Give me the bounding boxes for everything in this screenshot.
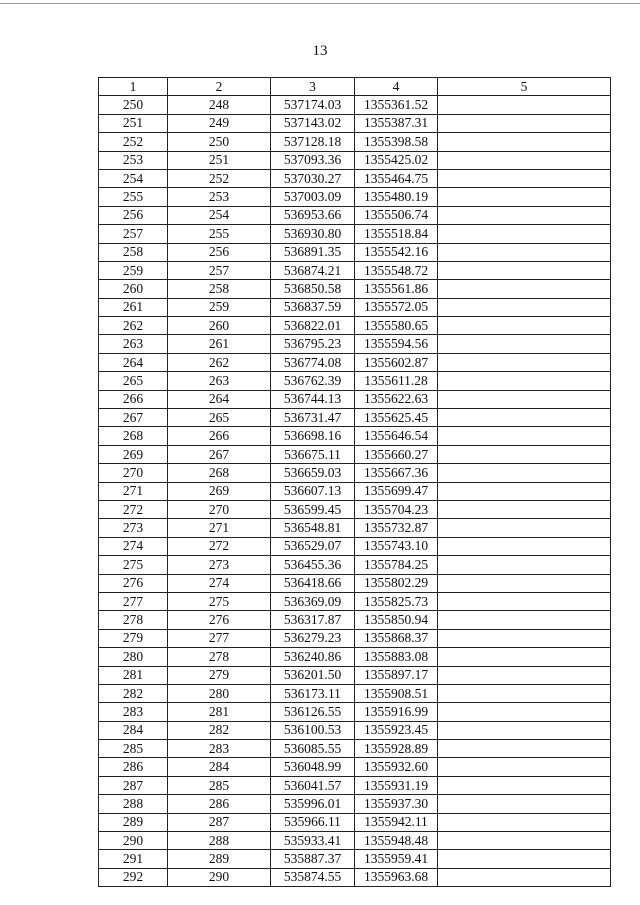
vertex-number-cell: 266	[168, 427, 271, 445]
vertex-number-cell: 259	[168, 298, 271, 316]
y-coordinate-cell: 1355908.51	[355, 684, 438, 702]
note-cell	[438, 464, 611, 482]
y-coordinate-cell: 1355802.29	[355, 574, 438, 592]
table-row	[99, 133, 611, 151]
table-row	[99, 206, 611, 224]
vertex-number-cell: 282	[168, 721, 271, 739]
note-cell	[438, 482, 611, 500]
vertex-number-cell: 284	[168, 758, 271, 776]
y-coordinate-cell: 1355611.28	[355, 372, 438, 390]
table-row	[99, 648, 611, 666]
x-coordinate-cell: 536822.01	[271, 317, 355, 335]
point-number-cell: 262	[99, 317, 168, 335]
y-coordinate-cell: 1355602.87	[355, 353, 438, 371]
y-coordinate-cell: 1355542.16	[355, 243, 438, 261]
point-number-cell: 260	[99, 280, 168, 298]
point-number-cell: 285	[99, 740, 168, 758]
table-row	[99, 482, 611, 500]
note-cell	[438, 850, 611, 868]
table-row	[99, 721, 611, 739]
point-number-cell: 265	[99, 372, 168, 390]
table-row	[99, 409, 611, 427]
y-coordinate-cell: 1355361.52	[355, 96, 438, 114]
vertex-number-cell: 265	[168, 409, 271, 427]
table-row	[99, 335, 611, 353]
point-number-cell: 253	[99, 151, 168, 169]
vertex-number-cell: 276	[168, 611, 271, 629]
table-row	[99, 353, 611, 371]
x-coordinate-cell: 536455.36	[271, 556, 355, 574]
y-coordinate-cell: 1355704.23	[355, 500, 438, 518]
note-cell	[438, 151, 611, 169]
table-row	[99, 537, 611, 555]
x-coordinate-cell: 536850.58	[271, 280, 355, 298]
point-number-cell: 254	[99, 169, 168, 187]
x-coordinate-cell: 536085.55	[271, 740, 355, 758]
x-coordinate-cell: 536041.57	[271, 776, 355, 794]
x-coordinate-cell: 536930.80	[271, 225, 355, 243]
point-number-cell: 269	[99, 445, 168, 463]
x-coordinate-cell: 536279.23	[271, 629, 355, 647]
note-cell	[438, 629, 611, 647]
vertex-number-cell: 290	[168, 868, 271, 886]
note-cell	[438, 225, 611, 243]
x-coordinate-cell: 536731.47	[271, 409, 355, 427]
x-coordinate-cell: 536240.86	[271, 648, 355, 666]
vertex-number-cell: 261	[168, 335, 271, 353]
note-cell	[438, 390, 611, 408]
point-number-cell: 267	[99, 409, 168, 427]
point-number-cell: 279	[99, 629, 168, 647]
table-row	[99, 372, 611, 390]
x-coordinate-cell: 536837.59	[271, 298, 355, 316]
table-row	[99, 776, 611, 794]
table-row	[99, 225, 611, 243]
note-cell	[438, 206, 611, 224]
note-cell	[438, 500, 611, 518]
x-coordinate-cell: 536317.87	[271, 611, 355, 629]
table-row	[99, 556, 611, 574]
y-coordinate-cell: 1355387.31	[355, 114, 438, 132]
x-coordinate-cell: 536548.81	[271, 519, 355, 537]
y-coordinate-cell: 1355928.89	[355, 740, 438, 758]
point-number-cell: 287	[99, 776, 168, 794]
note-cell	[438, 519, 611, 537]
x-coordinate-cell: 536762.39	[271, 372, 355, 390]
y-coordinate-cell: 1355916.99	[355, 703, 438, 721]
vertex-number-cell: 279	[168, 666, 271, 684]
vertex-number-cell: 250	[168, 133, 271, 151]
x-coordinate-cell: 535996.01	[271, 795, 355, 813]
vertex-number-cell: 283	[168, 740, 271, 758]
note-cell	[438, 188, 611, 206]
x-coordinate-cell: 536659.03	[271, 464, 355, 482]
vertex-number-cell: 256	[168, 243, 271, 261]
note-cell	[438, 409, 611, 427]
table-row	[99, 684, 611, 702]
note-cell	[438, 666, 611, 684]
table-row	[99, 169, 611, 187]
vertex-number-cell: 267	[168, 445, 271, 463]
column-header-4: 4	[355, 78, 438, 96]
y-coordinate-cell: 1355948.48	[355, 832, 438, 850]
table-row	[99, 298, 611, 316]
y-coordinate-cell: 1355937.30	[355, 795, 438, 813]
x-coordinate-cell: 536795.23	[271, 335, 355, 353]
note-cell	[438, 114, 611, 132]
x-coordinate-cell: 537174.03	[271, 96, 355, 114]
vertex-number-cell: 260	[168, 317, 271, 335]
x-coordinate-cell: 536607.13	[271, 482, 355, 500]
point-number-cell: 290	[99, 832, 168, 850]
note-cell	[438, 611, 611, 629]
y-coordinate-cell: 1355932.60	[355, 758, 438, 776]
vertex-number-cell: 271	[168, 519, 271, 537]
vertex-number-cell: 270	[168, 500, 271, 518]
table-row	[99, 519, 611, 537]
table-row	[99, 795, 611, 813]
vertex-number-cell: 254	[168, 206, 271, 224]
note-cell	[438, 298, 611, 316]
x-coordinate-cell: 537128.18	[271, 133, 355, 151]
note-cell	[438, 280, 611, 298]
table-row	[99, 832, 611, 850]
note-cell	[438, 868, 611, 886]
point-number-cell: 261	[99, 298, 168, 316]
point-number-cell: 292	[99, 868, 168, 886]
point-number-cell: 255	[99, 188, 168, 206]
point-number-cell: 291	[99, 850, 168, 868]
point-number-cell: 273	[99, 519, 168, 537]
column-header-2: 2	[168, 78, 271, 96]
y-coordinate-cell: 1355868.37	[355, 629, 438, 647]
y-coordinate-cell: 1355398.58	[355, 133, 438, 151]
x-coordinate-cell: 536774.08	[271, 353, 355, 371]
point-number-cell: 271	[99, 482, 168, 500]
note-cell	[438, 427, 611, 445]
point-number-cell: 263	[99, 335, 168, 353]
table-row	[99, 850, 611, 868]
note-cell	[438, 703, 611, 721]
y-coordinate-cell: 1355625.45	[355, 409, 438, 427]
vertex-number-cell: 281	[168, 703, 271, 721]
table-row	[99, 114, 611, 132]
point-number-cell: 259	[99, 261, 168, 279]
y-coordinate-cell: 1355825.73	[355, 592, 438, 610]
vertex-number-cell: 264	[168, 390, 271, 408]
point-number-cell: 264	[99, 353, 168, 371]
note-cell	[438, 372, 611, 390]
vertex-number-cell: 285	[168, 776, 271, 794]
table-row	[99, 445, 611, 463]
x-coordinate-cell: 536529.07	[271, 537, 355, 555]
note-cell	[438, 317, 611, 335]
x-coordinate-cell: 537030.27	[271, 169, 355, 187]
vertex-number-cell: 273	[168, 556, 271, 574]
note-cell	[438, 335, 611, 353]
table-row	[99, 592, 611, 610]
note-cell	[438, 169, 611, 187]
table-row	[99, 500, 611, 518]
y-coordinate-cell: 1355732.87	[355, 519, 438, 537]
column-header-5: 5	[438, 78, 611, 96]
note-cell	[438, 721, 611, 739]
note-cell	[438, 445, 611, 463]
vertex-number-cell: 269	[168, 482, 271, 500]
vertex-number-cell: 262	[168, 353, 271, 371]
vertex-number-cell: 277	[168, 629, 271, 647]
point-number-cell: 258	[99, 243, 168, 261]
x-coordinate-cell: 536126.55	[271, 703, 355, 721]
vertex-number-cell: 288	[168, 832, 271, 850]
y-coordinate-cell: 1355480.19	[355, 188, 438, 206]
table-row	[99, 868, 611, 886]
vertex-number-cell: 258	[168, 280, 271, 298]
table-row	[99, 574, 611, 592]
y-coordinate-cell: 1355425.02	[355, 151, 438, 169]
y-coordinate-cell: 1355518.84	[355, 225, 438, 243]
note-cell	[438, 648, 611, 666]
point-number-cell: 256	[99, 206, 168, 224]
y-coordinate-cell: 1355931.19	[355, 776, 438, 794]
table-row	[99, 317, 611, 335]
x-coordinate-cell: 536698.16	[271, 427, 355, 445]
y-coordinate-cell: 1355897.17	[355, 666, 438, 684]
table-row	[99, 427, 611, 445]
y-coordinate-cell: 1355622.63	[355, 390, 438, 408]
table-row	[99, 280, 611, 298]
vertex-number-cell: 253	[168, 188, 271, 206]
y-coordinate-cell: 1355660.27	[355, 445, 438, 463]
note-cell	[438, 832, 611, 850]
note-cell	[438, 758, 611, 776]
vertex-number-cell: 274	[168, 574, 271, 592]
table-row	[99, 703, 611, 721]
point-number-cell: 283	[99, 703, 168, 721]
table-row	[99, 464, 611, 482]
point-number-cell: 251	[99, 114, 168, 132]
x-coordinate-cell: 536744.13	[271, 390, 355, 408]
point-number-cell: 276	[99, 574, 168, 592]
point-number-cell: 282	[99, 684, 168, 702]
x-coordinate-cell: 536100.53	[271, 721, 355, 739]
x-coordinate-cell: 536675.11	[271, 445, 355, 463]
y-coordinate-cell: 1355699.47	[355, 482, 438, 500]
x-coordinate-cell: 536173.11	[271, 684, 355, 702]
vertex-number-cell: 257	[168, 261, 271, 279]
y-coordinate-cell: 1355784.25	[355, 556, 438, 574]
table-header-row	[99, 78, 611, 96]
note-cell	[438, 537, 611, 555]
point-number-cell: 252	[99, 133, 168, 151]
x-coordinate-cell: 536953.66	[271, 206, 355, 224]
x-coordinate-cell: 537003.09	[271, 188, 355, 206]
point-number-cell: 281	[99, 666, 168, 684]
table-row	[99, 390, 611, 408]
point-number-cell: 275	[99, 556, 168, 574]
vertex-number-cell: 272	[168, 537, 271, 555]
vertex-number-cell: 255	[168, 225, 271, 243]
column-header-3: 3	[271, 78, 355, 96]
note-cell	[438, 795, 611, 813]
table-row	[99, 151, 611, 169]
note-cell	[438, 133, 611, 151]
x-coordinate-cell: 536418.66	[271, 574, 355, 592]
y-coordinate-cell: 1355942.11	[355, 813, 438, 831]
point-number-cell: 289	[99, 813, 168, 831]
x-coordinate-cell: 537143.02	[271, 114, 355, 132]
table-row	[99, 813, 611, 831]
x-coordinate-cell: 536891.35	[271, 243, 355, 261]
y-coordinate-cell: 1355572.05	[355, 298, 438, 316]
point-number-cell: 266	[99, 390, 168, 408]
x-coordinate-cell: 537093.36	[271, 151, 355, 169]
note-cell	[438, 776, 611, 794]
x-coordinate-cell: 536599.45	[271, 500, 355, 518]
note-cell	[438, 243, 611, 261]
vertex-number-cell: 252	[168, 169, 271, 187]
page-number: 13	[312, 43, 328, 59]
table-row	[99, 611, 611, 629]
vertex-number-cell: 286	[168, 795, 271, 813]
x-coordinate-cell: 535887.37	[271, 850, 355, 868]
table-row	[99, 758, 611, 776]
table-row	[99, 243, 611, 261]
y-coordinate-cell: 1355963.68	[355, 868, 438, 886]
vertex-number-cell: 268	[168, 464, 271, 482]
note-cell	[438, 813, 611, 831]
table-row	[99, 96, 611, 114]
vertex-number-cell: 275	[168, 592, 271, 610]
x-coordinate-cell: 536048.99	[271, 758, 355, 776]
y-coordinate-cell: 1355743.10	[355, 537, 438, 555]
y-coordinate-cell: 1355561.86	[355, 280, 438, 298]
note-cell	[438, 96, 611, 114]
x-coordinate-cell: 536874.21	[271, 261, 355, 279]
y-coordinate-cell: 1355506.74	[355, 206, 438, 224]
top-scan-rule	[0, 3, 640, 4]
point-number-cell: 268	[99, 427, 168, 445]
point-number-cell: 270	[99, 464, 168, 482]
point-number-cell: 278	[99, 611, 168, 629]
table-row	[99, 666, 611, 684]
note-cell	[438, 353, 611, 371]
note-cell	[438, 574, 611, 592]
vertex-number-cell: 248	[168, 96, 271, 114]
x-coordinate-cell: 535874.55	[271, 868, 355, 886]
coordinates-table	[98, 77, 611, 887]
point-number-cell: 280	[99, 648, 168, 666]
vertex-number-cell: 289	[168, 850, 271, 868]
vertex-number-cell: 278	[168, 648, 271, 666]
y-coordinate-cell: 1355594.56	[355, 335, 438, 353]
point-number-cell: 286	[99, 758, 168, 776]
point-number-cell: 288	[99, 795, 168, 813]
vertex-number-cell: 251	[168, 151, 271, 169]
y-coordinate-cell: 1355883.08	[355, 648, 438, 666]
table-row	[99, 261, 611, 279]
note-cell	[438, 684, 611, 702]
y-coordinate-cell: 1355580.65	[355, 317, 438, 335]
y-coordinate-cell: 1355464.75	[355, 169, 438, 187]
note-cell	[438, 740, 611, 758]
vertex-number-cell: 263	[168, 372, 271, 390]
x-coordinate-cell: 536201.50	[271, 666, 355, 684]
point-number-cell: 284	[99, 721, 168, 739]
y-coordinate-cell: 1355923.45	[355, 721, 438, 739]
point-number-cell: 274	[99, 537, 168, 555]
column-header-1: 1	[99, 78, 168, 96]
table-row	[99, 188, 611, 206]
point-number-cell: 272	[99, 500, 168, 518]
y-coordinate-cell: 1355850.94	[355, 611, 438, 629]
y-coordinate-cell: 1355667.36	[355, 464, 438, 482]
point-number-cell: 257	[99, 225, 168, 243]
table-row	[99, 740, 611, 758]
point-number-cell: 277	[99, 592, 168, 610]
note-cell	[438, 592, 611, 610]
vertex-number-cell: 287	[168, 813, 271, 831]
table-row	[99, 629, 611, 647]
vertex-number-cell: 280	[168, 684, 271, 702]
note-cell	[438, 261, 611, 279]
y-coordinate-cell: 1355548.72	[355, 261, 438, 279]
x-coordinate-cell: 535966.11	[271, 813, 355, 831]
point-number-cell: 250	[99, 96, 168, 114]
y-coordinate-cell: 1355959.41	[355, 850, 438, 868]
note-cell	[438, 556, 611, 574]
x-coordinate-cell: 536369.09	[271, 592, 355, 610]
x-coordinate-cell: 535933.41	[271, 832, 355, 850]
y-coordinate-cell: 1355646.54	[355, 427, 438, 445]
vertex-number-cell: 249	[168, 114, 271, 132]
table-body	[99, 96, 611, 887]
